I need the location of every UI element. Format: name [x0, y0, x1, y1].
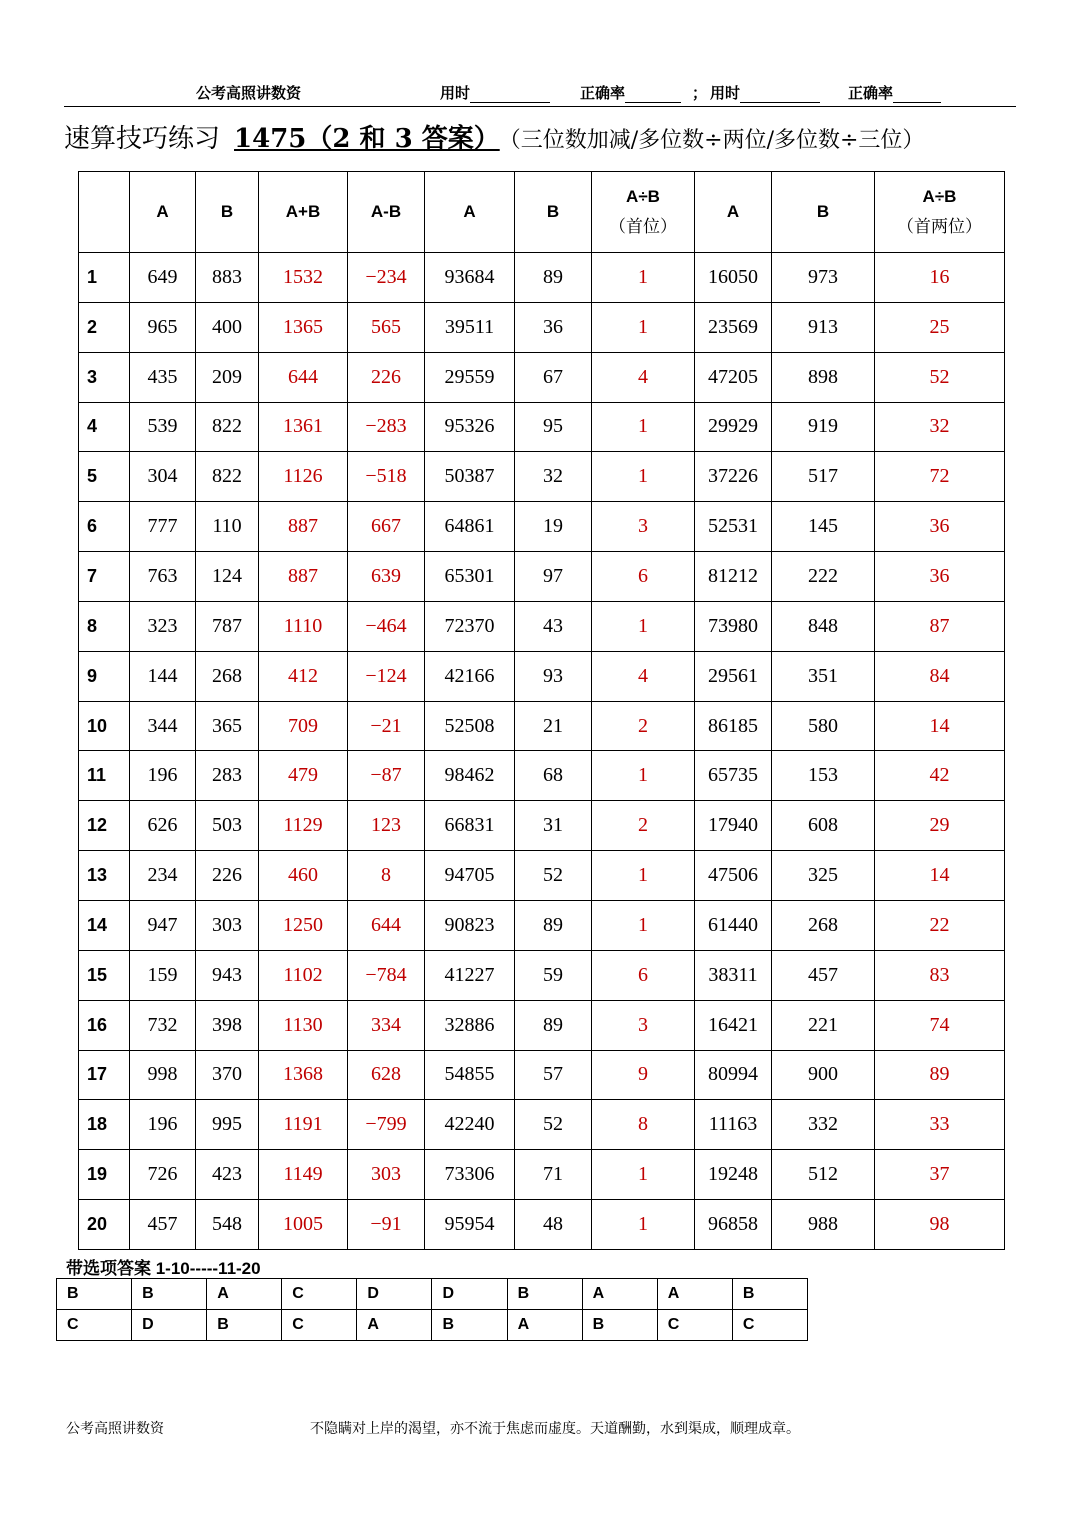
- cell-index: 11: [79, 751, 130, 801]
- option-cell: D: [132, 1310, 207, 1341]
- cell-a3: 81212: [695, 552, 772, 602]
- cell-sum: 1129: [259, 801, 348, 851]
- cell-b2: 52: [515, 1100, 592, 1150]
- cell-div2: 52: [875, 352, 1005, 402]
- table-row: [79, 1000, 1005, 1050]
- cell-b2: 57: [515, 1050, 592, 1100]
- cell-div1: 1: [592, 402, 695, 452]
- header-diff: A-B: [348, 172, 425, 253]
- cell-b3: 973: [772, 253, 875, 303]
- cell-div2: 98: [875, 1200, 1005, 1250]
- table-row: [79, 352, 1005, 402]
- cell-a3: 38311: [695, 950, 772, 1000]
- cell-sum: 412: [259, 651, 348, 701]
- cell-diff: −283: [348, 402, 425, 452]
- cell-a3: 37226: [695, 452, 772, 502]
- cell-a1: 159: [130, 950, 196, 1000]
- table-row: [79, 1200, 1005, 1250]
- options-title: 带选项答案 1-10-----11-20: [66, 1259, 261, 1278]
- cell-div2: 36: [875, 502, 1005, 552]
- option-cell: A: [207, 1279, 282, 1310]
- cell-div1: 1: [592, 452, 695, 502]
- cell-a2: 90823: [425, 900, 515, 950]
- cell-a1: 457: [130, 1200, 196, 1250]
- cell-a3: 47506: [695, 851, 772, 901]
- cell-b1: 209: [196, 352, 259, 402]
- cell-a1: 777: [130, 502, 196, 552]
- cell-a2: 42240: [425, 1100, 515, 1150]
- cell-diff: −784: [348, 950, 425, 1000]
- cell-sum: 1361: [259, 402, 348, 452]
- table-row: [79, 452, 1005, 502]
- cell-b2: 89: [515, 900, 592, 950]
- cell-b3: 153: [772, 751, 875, 801]
- title-number: 1475（2 和 3 答案）: [234, 124, 500, 154]
- cell-sum: 887: [259, 502, 348, 552]
- cell-a1: 726: [130, 1150, 196, 1200]
- cell-div2: 29: [875, 801, 1005, 851]
- cell-diff: 565: [348, 302, 425, 352]
- cell-b1: 283: [196, 751, 259, 801]
- cell-index: 7: [79, 552, 130, 602]
- cell-div2: 83: [875, 950, 1005, 1000]
- cell-sum: 709: [259, 701, 348, 751]
- cell-div1: 4: [592, 651, 695, 701]
- cell-b2: 32: [515, 452, 592, 502]
- cell-b3: 848: [772, 601, 875, 651]
- cell-b1: 503: [196, 801, 259, 851]
- cell-a1: 732: [130, 1000, 196, 1050]
- cell-div1: 1: [592, 1200, 695, 1250]
- cell-div1: 1: [592, 302, 695, 352]
- header-a2: A: [425, 172, 515, 253]
- cell-a2: 42166: [425, 651, 515, 701]
- cell-diff: 628: [348, 1050, 425, 1100]
- option-cell: D: [432, 1279, 507, 1310]
- cell-sum: 644: [259, 352, 348, 402]
- cell-b3: 919: [772, 402, 875, 452]
- table-row: [79, 302, 1005, 352]
- cell-a3: 16050: [695, 253, 772, 303]
- table-row: [79, 900, 1005, 950]
- cell-b2: 89: [515, 1000, 592, 1050]
- cell-div1: 2: [592, 801, 695, 851]
- table-header-row: [79, 172, 1005, 253]
- table-row: [79, 651, 1005, 701]
- cell-b1: 787: [196, 601, 259, 651]
- cell-sum: 1250: [259, 900, 348, 950]
- cell-b3: 517: [772, 452, 875, 502]
- option-cell: C: [732, 1310, 807, 1341]
- cell-div1: 1: [592, 751, 695, 801]
- cell-a1: 323: [130, 601, 196, 651]
- page-title: [64, 118, 924, 155]
- option-cell: C: [657, 1310, 732, 1341]
- cell-a1: 144: [130, 651, 196, 701]
- cell-sum: 1126: [259, 452, 348, 502]
- option-cell: A: [507, 1310, 582, 1341]
- option-cell: B: [207, 1310, 282, 1341]
- cell-a3: 65735: [695, 751, 772, 801]
- header-time-field: 用时: [440, 82, 550, 103]
- header-time-field-2: 用时: [710, 82, 820, 103]
- cell-div2: 84: [875, 651, 1005, 701]
- header-brand: 公考高照讲数资: [196, 84, 302, 102]
- cell-a1: 947: [130, 900, 196, 950]
- cell-index: 16: [79, 1000, 130, 1050]
- header-div1: A÷B （首位）: [592, 172, 695, 253]
- cell-div1: 6: [592, 552, 695, 602]
- cell-div2: 16: [875, 253, 1005, 303]
- cell-a3: 17940: [695, 801, 772, 851]
- table-row: [79, 601, 1005, 651]
- cell-div2: 22: [875, 900, 1005, 950]
- cell-b2: 71: [515, 1150, 592, 1200]
- cell-sum: 1532: [259, 253, 348, 303]
- cell-b1: 943: [196, 950, 259, 1000]
- cell-index: 10: [79, 701, 130, 751]
- cell-b1: 365: [196, 701, 259, 751]
- cell-div1: 2: [592, 701, 695, 751]
- option-cell: B: [732, 1279, 807, 1310]
- cell-index: 12: [79, 801, 130, 851]
- cell-sum: 1130: [259, 1000, 348, 1050]
- cell-a3: 96858: [695, 1200, 772, 1250]
- cell-a3: 11163: [695, 1100, 772, 1150]
- header-index: [79, 172, 130, 253]
- cell-b2: 95: [515, 402, 592, 452]
- cell-index: 9: [79, 651, 130, 701]
- cell-b1: 822: [196, 452, 259, 502]
- cell-b2: 52: [515, 851, 592, 901]
- cell-div2: 42: [875, 751, 1005, 801]
- cell-a1: 763: [130, 552, 196, 602]
- cell-index: 19: [79, 1150, 130, 1200]
- header-sum: A+B: [259, 172, 348, 253]
- cell-sum: 1005: [259, 1200, 348, 1250]
- cell-b1: 883: [196, 253, 259, 303]
- cell-b1: 400: [196, 302, 259, 352]
- title-subtitle: （三位数加减/多位数÷两位/多位数÷三位）: [509, 128, 925, 153]
- cell-a2: 41227: [425, 950, 515, 1000]
- cell-index: 8: [79, 601, 130, 651]
- cell-b2: 21: [515, 701, 592, 751]
- cell-index: 4: [79, 402, 130, 452]
- table-row: [79, 1100, 1005, 1150]
- cell-div2: 87: [875, 601, 1005, 651]
- table-row: [79, 552, 1005, 602]
- options-row: [57, 1279, 808, 1310]
- cell-a1: 435: [130, 352, 196, 402]
- cell-sum: 1365: [259, 302, 348, 352]
- header-divider: [64, 106, 1016, 107]
- cell-b1: 548: [196, 1200, 259, 1250]
- cell-b2: 89: [515, 253, 592, 303]
- table-row: [79, 502, 1005, 552]
- footer-motto: 不隐瞒对上岸的渴望，亦不流于焦虑而虚度。天道酬勤，水到渠成，顺理成章。: [310, 1421, 800, 1437]
- cell-b3: 222: [772, 552, 875, 602]
- cell-diff: −124: [348, 651, 425, 701]
- option-cell: B: [432, 1310, 507, 1341]
- cell-b1: 303: [196, 900, 259, 950]
- cell-div2: 32: [875, 402, 1005, 452]
- cell-a1: 626: [130, 801, 196, 851]
- table-row: [79, 701, 1005, 751]
- cell-index: 5: [79, 452, 130, 502]
- cell-a1: 304: [130, 452, 196, 502]
- cell-a2: 98462: [425, 751, 515, 801]
- cell-a2: 39511: [425, 302, 515, 352]
- options-table: [56, 1278, 808, 1341]
- header-separator: ；: [692, 84, 708, 102]
- cell-a3: 23569: [695, 302, 772, 352]
- header-accuracy-field-2: 正确率: [848, 82, 941, 103]
- header-a3: A: [695, 172, 772, 253]
- cell-a3: 29929: [695, 402, 772, 452]
- cell-a1: 196: [130, 751, 196, 801]
- cell-sum: 887: [259, 552, 348, 602]
- cell-b1: 822: [196, 402, 259, 452]
- cell-a2: 50387: [425, 452, 515, 502]
- cell-b3: 988: [772, 1200, 875, 1250]
- cell-index: 15: [79, 950, 130, 1000]
- cell-b1: 398: [196, 1000, 259, 1050]
- cell-div1: 8: [592, 1100, 695, 1150]
- option-cell: C: [282, 1279, 357, 1310]
- cell-diff: 667: [348, 502, 425, 552]
- cell-b3: 332: [772, 1100, 875, 1150]
- option-cell: B: [132, 1279, 207, 1310]
- cell-a2: 72370: [425, 601, 515, 651]
- table-row: [79, 253, 1005, 303]
- cell-div1: 1: [592, 601, 695, 651]
- cell-index: 18: [79, 1100, 130, 1150]
- cell-div1: 1: [592, 900, 695, 950]
- option-cell: C: [57, 1310, 132, 1341]
- options-row: [57, 1310, 808, 1341]
- option-cell: A: [357, 1310, 432, 1341]
- cell-b3: 608: [772, 801, 875, 851]
- cell-a3: 16421: [695, 1000, 772, 1050]
- cell-sum: 1368: [259, 1050, 348, 1100]
- cell-diff: −87: [348, 751, 425, 801]
- cell-a2: 93684: [425, 253, 515, 303]
- cell-b1: 370: [196, 1050, 259, 1100]
- header-accuracy-field: 正确率: [580, 82, 681, 103]
- cell-a2: 94705: [425, 851, 515, 901]
- cell-div1: 4: [592, 352, 695, 402]
- cell-sum: 1110: [259, 601, 348, 651]
- table-row: [79, 950, 1005, 1000]
- cell-sum: 1149: [259, 1150, 348, 1200]
- cell-b3: 900: [772, 1050, 875, 1100]
- cell-diff: −21: [348, 701, 425, 751]
- cell-index: 13: [79, 851, 130, 901]
- exercise-table: [78, 171, 1005, 1250]
- cell-a3: 29561: [695, 651, 772, 701]
- cell-b3: 268: [772, 900, 875, 950]
- cell-b2: 48: [515, 1200, 592, 1250]
- cell-a3: 61440: [695, 900, 772, 950]
- cell-a2: 32886: [425, 1000, 515, 1050]
- cell-b2: 67: [515, 352, 592, 402]
- cell-a3: 86185: [695, 701, 772, 751]
- option-cell: D: [357, 1279, 432, 1310]
- table-row: [79, 801, 1005, 851]
- cell-diff: 639: [348, 552, 425, 602]
- table-row: [79, 851, 1005, 901]
- cell-diff: 123: [348, 801, 425, 851]
- cell-a2: 65301: [425, 552, 515, 602]
- cell-div1: 3: [592, 502, 695, 552]
- table-row: [79, 402, 1005, 452]
- option-cell: B: [582, 1310, 657, 1341]
- header-b3: B: [772, 172, 875, 253]
- cell-diff: 8: [348, 851, 425, 901]
- cell-a1: 539: [130, 402, 196, 452]
- table-row: [79, 751, 1005, 801]
- option-cell: B: [507, 1279, 582, 1310]
- cell-a2: 52508: [425, 701, 515, 751]
- option-cell: C: [282, 1310, 357, 1341]
- cell-a1: 965: [130, 302, 196, 352]
- cell-a2: 95954: [425, 1200, 515, 1250]
- cell-a2: 64861: [425, 502, 515, 552]
- cell-a3: 80994: [695, 1050, 772, 1100]
- cell-diff: −234: [348, 253, 425, 303]
- cell-diff: −518: [348, 452, 425, 502]
- cell-sum: 479: [259, 751, 348, 801]
- cell-b2: 68: [515, 751, 592, 801]
- cell-sum: 460: [259, 851, 348, 901]
- cell-b3: 145: [772, 502, 875, 552]
- title-main: 速算技巧练习: [64, 124, 221, 154]
- cell-div2: 36: [875, 552, 1005, 602]
- cell-a1: 196: [130, 1100, 196, 1150]
- option-cell: B: [57, 1279, 132, 1310]
- cell-diff: 644: [348, 900, 425, 950]
- cell-b2: 19: [515, 502, 592, 552]
- cell-b2: 31: [515, 801, 592, 851]
- cell-b1: 226: [196, 851, 259, 901]
- cell-b1: 110: [196, 502, 259, 552]
- cell-b3: 898: [772, 352, 875, 402]
- header-b1: B: [196, 172, 259, 253]
- cell-b2: 36: [515, 302, 592, 352]
- cell-sum: 1102: [259, 950, 348, 1000]
- cell-b3: 580: [772, 701, 875, 751]
- cell-diff: 226: [348, 352, 425, 402]
- cell-div1: 3: [592, 1000, 695, 1050]
- header-div2: A÷B （首两位）: [875, 172, 1005, 253]
- cell-diff: −91: [348, 1200, 425, 1250]
- cell-div2: 14: [875, 851, 1005, 901]
- cell-index: 1: [79, 253, 130, 303]
- cell-div1: 1: [592, 253, 695, 303]
- cell-b3: 351: [772, 651, 875, 701]
- cell-index: 20: [79, 1200, 130, 1250]
- option-cell: A: [582, 1279, 657, 1310]
- cell-b1: 995: [196, 1100, 259, 1150]
- cell-index: 14: [79, 900, 130, 950]
- cell-div2: 37: [875, 1150, 1005, 1200]
- cell-b3: 913: [772, 302, 875, 352]
- cell-div1: 1: [592, 1150, 695, 1200]
- cell-b3: 325: [772, 851, 875, 901]
- table-row: [79, 1050, 1005, 1100]
- cell-index: 3: [79, 352, 130, 402]
- cell-div2: 33: [875, 1100, 1005, 1150]
- cell-b3: 512: [772, 1150, 875, 1200]
- cell-a1: 649: [130, 253, 196, 303]
- cell-diff: 303: [348, 1150, 425, 1200]
- cell-diff: 334: [348, 1000, 425, 1050]
- cell-div1: 9: [592, 1050, 695, 1100]
- cell-b2: 93: [515, 651, 592, 701]
- cell-index: 2: [79, 302, 130, 352]
- cell-diff: −799: [348, 1100, 425, 1150]
- cell-a1: 998: [130, 1050, 196, 1100]
- footer-brand: 公考高照讲数资: [66, 1421, 164, 1437]
- header-b2: B: [515, 172, 592, 253]
- cell-div2: 74: [875, 1000, 1005, 1050]
- cell-b1: 268: [196, 651, 259, 701]
- cell-b1: 423: [196, 1150, 259, 1200]
- cell-index: 6: [79, 502, 130, 552]
- cell-a2: 66831: [425, 801, 515, 851]
- cell-a1: 234: [130, 851, 196, 901]
- cell-a3: 47205: [695, 352, 772, 402]
- cell-div2: 14: [875, 701, 1005, 751]
- cell-a3: 73980: [695, 601, 772, 651]
- cell-a3: 52531: [695, 502, 772, 552]
- header-a1: A: [130, 172, 196, 253]
- cell-b2: 43: [515, 601, 592, 651]
- cell-diff: −464: [348, 601, 425, 651]
- cell-div2: 72: [875, 452, 1005, 502]
- cell-b1: 124: [196, 552, 259, 602]
- option-cell: A: [657, 1279, 732, 1310]
- cell-a3: 19248: [695, 1150, 772, 1200]
- cell-b2: 97: [515, 552, 592, 602]
- table-row: [79, 1150, 1005, 1200]
- cell-div2: 89: [875, 1050, 1005, 1100]
- cell-sum: 1191: [259, 1100, 348, 1150]
- cell-b2: 59: [515, 950, 592, 1000]
- cell-a1: 344: [130, 701, 196, 751]
- cell-a2: 73306: [425, 1150, 515, 1200]
- cell-div1: 1: [592, 851, 695, 901]
- cell-div1: 6: [592, 950, 695, 1000]
- header-bar: [0, 82, 1080, 104]
- cell-b3: 221: [772, 1000, 875, 1050]
- cell-div2: 25: [875, 302, 1005, 352]
- cell-a2: 54855: [425, 1050, 515, 1100]
- cell-b3: 457: [772, 950, 875, 1000]
- cell-a2: 29559: [425, 352, 515, 402]
- cell-a2: 95326: [425, 402, 515, 452]
- cell-index: 17: [79, 1050, 130, 1100]
